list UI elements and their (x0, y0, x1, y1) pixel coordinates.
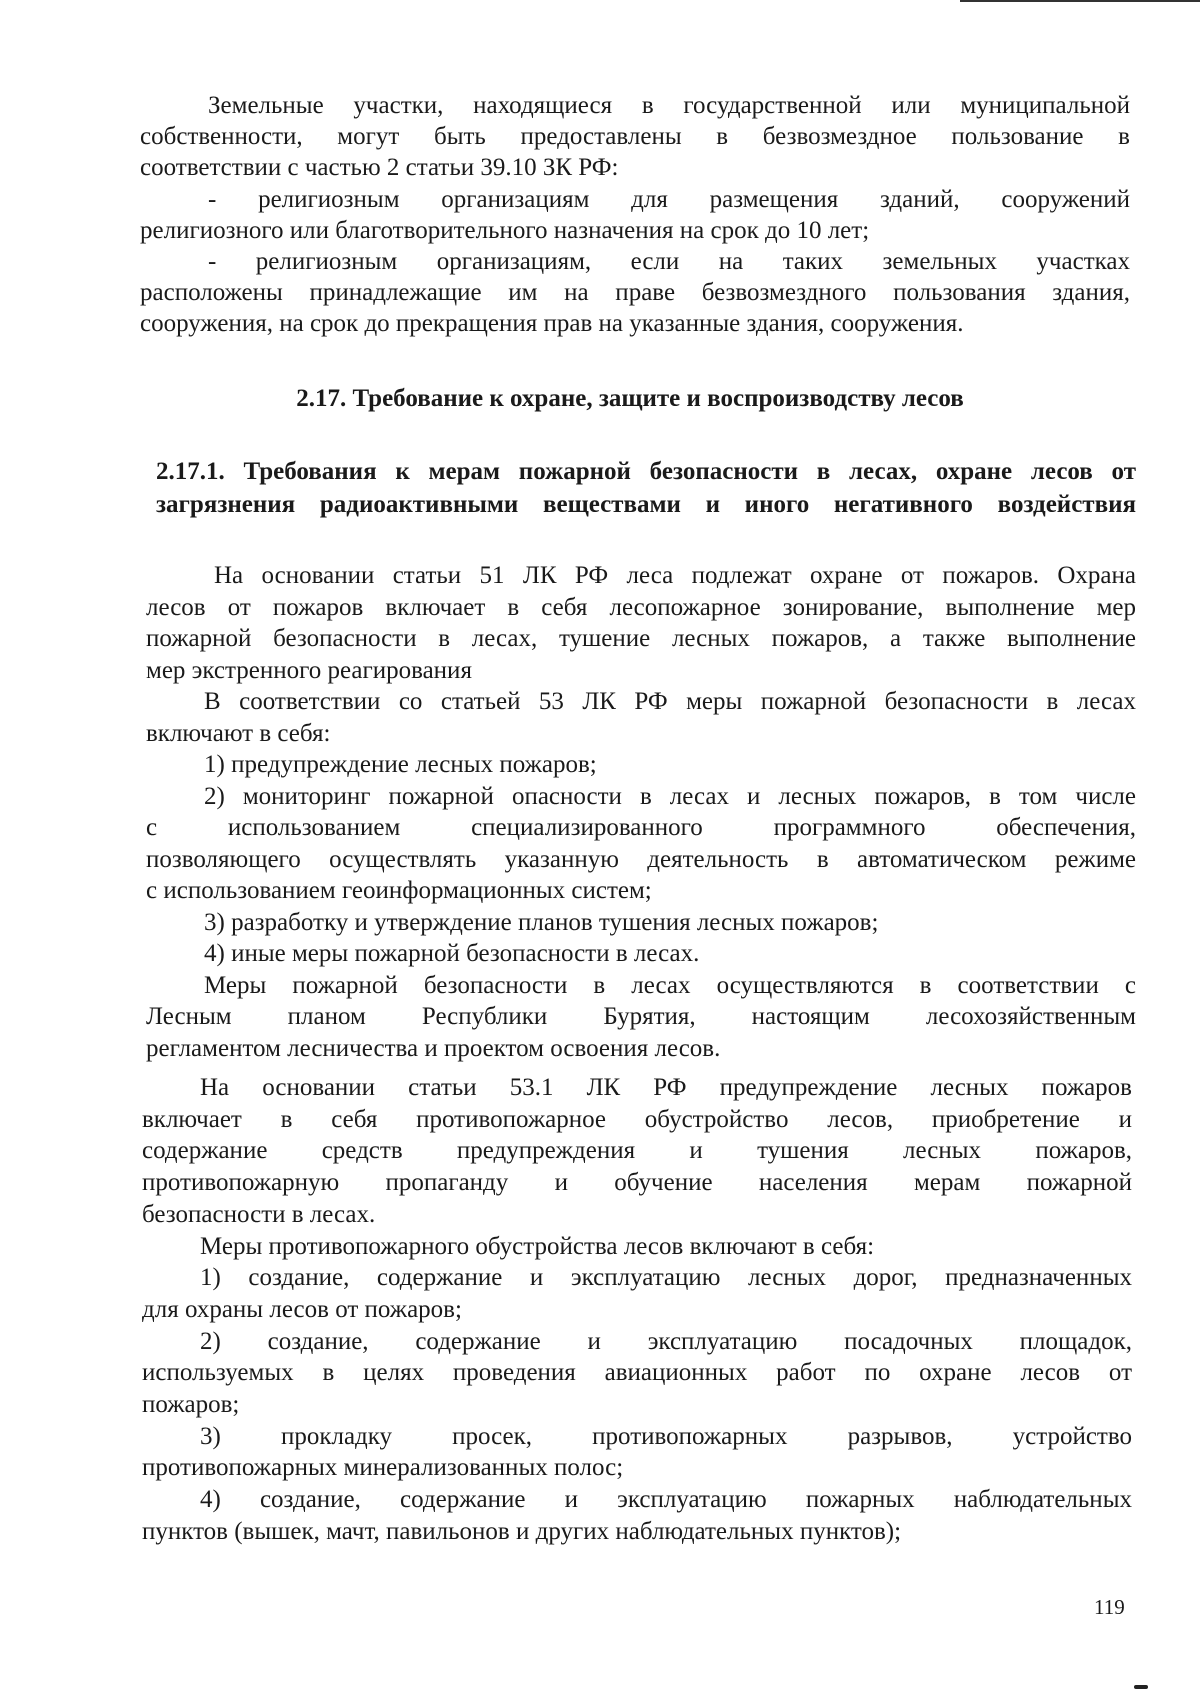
top-edge-rule (960, 0, 1200, 2)
section-heading-2-17: 2.17. Требование к охране, защите и воспроизводству лесов (296, 385, 964, 412)
list-item: 2) мониторинг пожарной опасности в лесах и лесных пожаров, в том числе (204, 782, 1136, 810)
text-line: включает в себя противопожарное обустройство лесов, приобретение и (142, 1105, 1132, 1133)
text-line: расположены принадлежащие им на праве безвозмездного пользования здания, (140, 279, 1130, 307)
text-line: включают в себя: (146, 719, 331, 747)
text-line: пожаров; (142, 1391, 240, 1419)
text-line: Меры противопожарного обустройства лесов включают в себя: (200, 1232, 875, 1260)
list-item: 4) иные меры пожарной безопасности в лесах. (204, 940, 700, 967)
fire-safety-block (146, 560, 1136, 1064)
list-item: 3) прокладку просек, противопожарных разрывов, устройство (200, 1422, 1132, 1450)
text-line: - религиозным организациям, если на таких земельных участках (208, 248, 1130, 276)
text-line: Меры пожарной безопасности в лесах осуществляются в соответствии с (204, 971, 1136, 999)
text-line: позволяющего осуществлять указанную деятельность в автоматическом режиме (146, 845, 1136, 873)
text-line: содержание средств предупреждения и тушения лесных пожаров, (142, 1137, 1132, 1165)
text-line: для охраны лесов от пожаров; (142, 1295, 462, 1323)
text-line: противопожарных минерализованных полос; (142, 1454, 624, 1482)
list-item: 1) создание, содержание и эксплуатацию лесных дорог, предназначенных (200, 1264, 1132, 1292)
text-line: пожарной безопасности в лесах, тушение лесных пожаров, а также выполнение (146, 625, 1136, 652)
text-line: На основании статьи 51 ЛК РФ леса подлежат охране от пожаров. Охрана (214, 562, 1136, 589)
intro-block (140, 90, 1130, 340)
text-line: с использованием специализированного программного обеспечения, (146, 814, 1136, 841)
text-line: мер экстренного реагирования (146, 656, 472, 684)
text-line: Земельные участки, находящиеся в государственной или муниципальной (208, 92, 1130, 119)
list-item: 2) создание, содержание и эксплуатацию посадочных площадок, (200, 1327, 1132, 1355)
text-line: религиозного или благотворительного назначения на срок до 10 лет; (140, 216, 870, 244)
section-heading-2-17-1 (156, 455, 1136, 521)
prevention-block (142, 1072, 1132, 1548)
list-item: 3) разработку и утверждение планов тушения лесных пожаров; (204, 908, 879, 936)
text-line: противопожарную пропаганду и обучение населения мерам пожарной (142, 1169, 1132, 1197)
list-item: 1) предупреждение лесных пожаров; (204, 751, 597, 778)
text-line: регламентом лесничества и проектом освоения лесов. (146, 1034, 721, 1062)
text-line: собственности, могут быть предоставлены в безвозмездное пользование в (140, 123, 1130, 151)
list-item: 4) создание, содержание и эксплуатацию пожарных наблюдательных (200, 1486, 1132, 1514)
page-number: 119 (1094, 1595, 1125, 1619)
text-line: На основании статьи 53.1 ЛК РФ предупреждение лесных пожаров (200, 1074, 1132, 1101)
text-line: В соответствии со статьей 53 ЛК РФ меры пожарной безопасности в лесах (204, 688, 1136, 715)
heading-line: 2.17.1. Требования к мерам пожарной безопасности в лесах, охране лесов от (156, 458, 1136, 485)
text-line: используемых в целях проведения авиационных работ по охране лесов от (142, 1359, 1132, 1387)
text-line: пунктов (вышек, мачт, павильонов и других наблюдательных пунктов); (142, 1517, 902, 1545)
heading-line: загрязнения радиоактивными веществами и иного негативного воздействия (156, 491, 1136, 518)
text-line: безопасности в лесах. (142, 1200, 376, 1228)
text-line: - религиозным организациям для размещения зданий, сооружений (208, 185, 1130, 213)
scan-mark (1134, 1685, 1148, 1689)
text-line: соответствии с частью 2 статьи 39.10 ЗК РФ: (140, 154, 619, 182)
text-line: лесов от пожаров включает в себя лесопожарное зонирование, выполнение мер (146, 593, 1136, 621)
text-line: Лесным планом Республики Бурятия, настоящим лесохозяйственным (146, 1003, 1136, 1030)
text-line: с использованием геоинформационных систем; (146, 877, 652, 904)
text-line: сооружения, на срок до прекращения прав на указанные здания, сооружения. (140, 310, 964, 338)
